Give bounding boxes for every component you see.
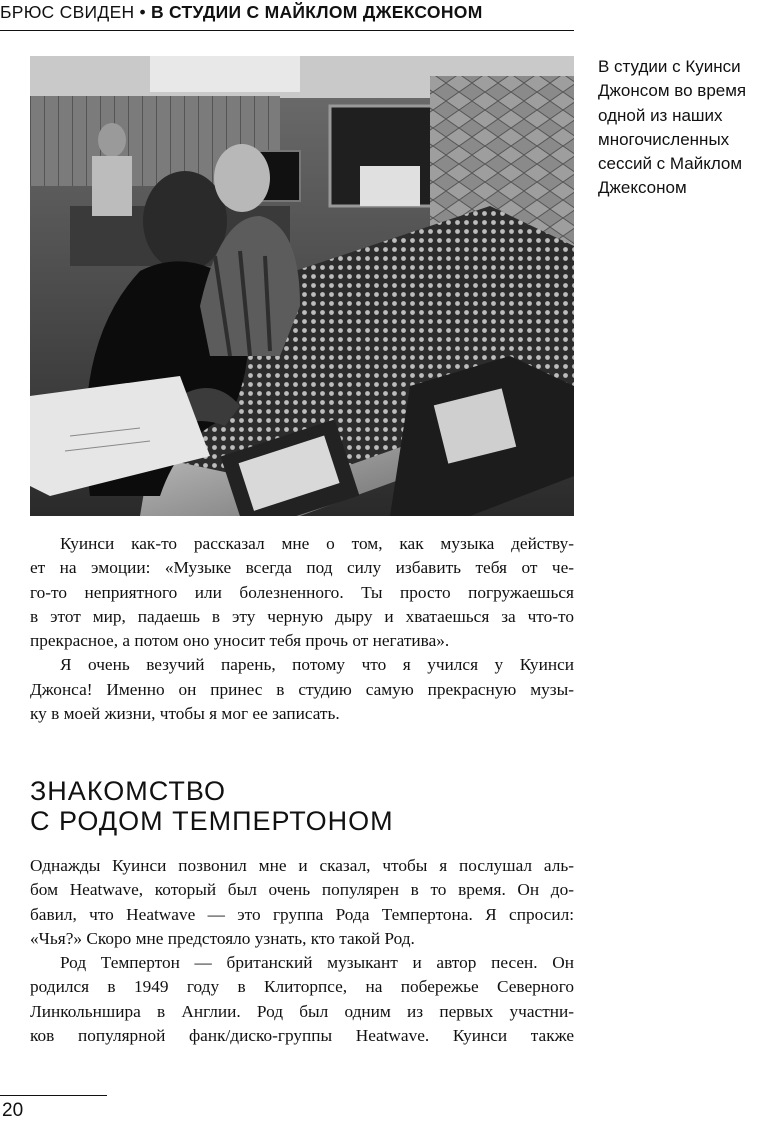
text-line: Линкольншира в Англии. Род был одним из первых участни- <box>30 1001 574 1021</box>
text-line: бом Heatwave, который был очень популярен в то время. Он до- <box>30 880 574 900</box>
photo-caption <box>598 55 770 201</box>
text-line: ет на эмоции: «Музыке всегда под силу избавить тебя от че- <box>30 558 574 578</box>
caption-line: В студии с Куинси <box>598 57 741 76</box>
paragraph <box>30 653 574 726</box>
text-line: Я очень везучий парень, потому что я учился у Куинси <box>60 655 574 675</box>
studio-photo-graphic <box>30 56 574 516</box>
studio-photo <box>30 56 574 516</box>
header-rule <box>0 30 574 31</box>
paragraph <box>30 532 574 653</box>
caption-line: Джонсом во время <box>598 81 747 101</box>
footer-rule <box>0 1095 107 1096</box>
caption-line: многочисленных <box>598 129 730 149</box>
header-author: БРЮС СВИДЕН <box>0 2 135 22</box>
body-text-top <box>30 532 574 726</box>
text-line: бавил, что Heatwave — это группа Рода Темпертона. Я спросил: <box>30 904 574 924</box>
section-heading <box>30 776 574 836</box>
paragraph <box>30 854 574 951</box>
text-line: Однажды Куинси позвонил мне и сказал, чтобы я послушал аль- <box>30 856 574 875</box>
text-line: Джонса! Именно он принес в студию самую прекрасную музы- <box>30 679 574 699</box>
text-line: го-то неприятного или болезненного. Ты просто погружаешься <box>30 582 574 602</box>
text-line: родился в 1949 году в Клиторпсе, на побережье Северного <box>30 977 574 997</box>
text-line: ков популярной фанк/диско-группы Heatwave. Куинси также <box>30 1026 574 1046</box>
text-line: прекрасное, а потом оно уносит тебя прочь от негатива». <box>30 631 450 651</box>
caption-line: сессий с Майклом <box>598 154 743 174</box>
text-line: в этот мир, падаешь в эту черную дыру и хватаешься за что-то <box>30 606 574 626</box>
section-heading-line: С РОДОМ ТЕМПЕРТОНОМ <box>30 806 394 836</box>
text-line: «Чья?» Скоро мне предстояло узнать, кто такой Род. <box>30 928 415 948</box>
running-head <box>0 2 572 30</box>
caption-line: одной из наших <box>598 105 723 125</box>
caption-line: Джексоном <box>598 178 687 198</box>
text-line: Род Темпертон — британский музыкант и автор песен. Он <box>60 953 574 973</box>
text-line: Куинси как-то рассказал мне о том, как музыка действу- <box>60 534 574 553</box>
section-heading-line: ЗНАКОМСТВО <box>30 776 226 806</box>
header-bullet: • <box>139 2 146 22</box>
header-chapter-title: В СТУДИИ С МАЙКЛОМ ДЖЕКСОНОМ <box>150 2 483 22</box>
page-number: 20 <box>2 1100 24 1121</box>
paragraph <box>30 951 574 1048</box>
body-text-bottom <box>30 854 574 1048</box>
text-line: ку в моей жизни, чтобы я мог ее записать. <box>30 704 340 724</box>
